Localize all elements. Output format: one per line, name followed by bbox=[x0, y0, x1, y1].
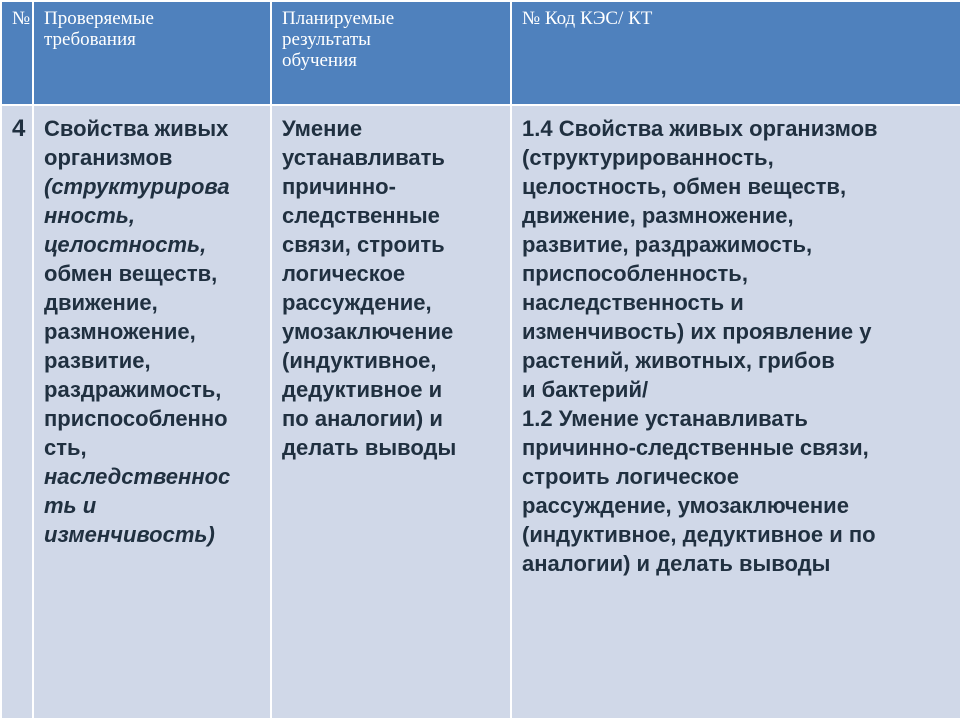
results-line: умозаключение bbox=[282, 319, 454, 344]
results-line: (индуктивное, bbox=[282, 348, 437, 373]
code-line: наследственность и bbox=[522, 290, 744, 315]
results-line: Умение bbox=[282, 116, 363, 141]
results-line: связи, строить bbox=[282, 232, 445, 257]
results-line: делать выводы bbox=[282, 435, 457, 460]
header-requirements-line: Проверяемые bbox=[44, 8, 154, 29]
results-cell bbox=[271, 105, 511, 719]
code-line: (индуктивное, дедуктивное и по bbox=[522, 522, 876, 547]
requirements-line: приспособленно bbox=[44, 406, 228, 431]
requirements-line: ть и bbox=[44, 493, 97, 518]
code-line: приспособленность, bbox=[522, 261, 748, 286]
code-line: 1.4 Свойства живых организмов bbox=[522, 116, 878, 141]
code-line: движение, размножение, bbox=[522, 203, 794, 228]
header-results-cell bbox=[271, 1, 511, 105]
code-line: изменчивость) их проявление у bbox=[522, 319, 872, 344]
requirements-line: сть, bbox=[44, 435, 87, 460]
requirements-cell bbox=[33, 105, 271, 719]
requirements-line: нность, bbox=[44, 203, 135, 228]
code-cell bbox=[511, 105, 960, 719]
header-number-label: № bbox=[12, 8, 31, 29]
results-line: логическое bbox=[282, 261, 406, 286]
results-line: дедуктивное и bbox=[282, 377, 443, 402]
code-line: строить логическое bbox=[522, 464, 739, 489]
requirements-line: целостность, bbox=[44, 232, 207, 257]
header-code-cell bbox=[511, 1, 960, 105]
code-line: целостность, обмен веществ, bbox=[522, 174, 847, 199]
requirements-line: обмен веществ, bbox=[44, 261, 218, 286]
results-line: следственные bbox=[282, 203, 440, 228]
row-number-cell bbox=[1, 105, 33, 719]
requirements-line: раздражимость, bbox=[44, 377, 222, 402]
header-results-line: Планируемые bbox=[282, 8, 395, 29]
header-results-line: результаты bbox=[282, 29, 371, 50]
requirements-line: Свойства живых bbox=[44, 116, 229, 141]
results-line: рассуждение, bbox=[282, 290, 432, 315]
code-line: причинно-следственные связи, bbox=[522, 435, 869, 460]
header-code-label: № Код КЭС/ КТ bbox=[522, 8, 653, 29]
requirements-line: изменчивость) bbox=[44, 522, 215, 547]
requirements-line: размножение, bbox=[44, 319, 196, 344]
requirements-line: организмов bbox=[44, 145, 173, 170]
code-line: аналогии) и делать выводы bbox=[522, 551, 831, 576]
code-line: и бактерий/ bbox=[522, 377, 649, 402]
results-line: устанавливать bbox=[282, 145, 445, 170]
requirements-line: наследственнос bbox=[44, 464, 231, 489]
code-line: развитие, раздражимость, bbox=[522, 232, 813, 257]
header-requirements-cell bbox=[33, 1, 271, 105]
table-row bbox=[1, 105, 960, 719]
table-header-row bbox=[1, 1, 960, 105]
header-requirements-line: требования bbox=[44, 29, 136, 50]
header-number-cell bbox=[1, 1, 33, 105]
header-results-line: обучения bbox=[282, 50, 358, 71]
requirements-line: развитие, bbox=[44, 348, 151, 373]
code-line: 1.2 Умение устанавливать bbox=[522, 406, 808, 431]
code-line: рассуждение, умозаключение bbox=[522, 493, 849, 518]
code-line: (структурированность, bbox=[522, 145, 774, 170]
results-line: причинно- bbox=[282, 174, 396, 199]
requirements-line: движение, bbox=[44, 290, 158, 315]
requirements-line: (структурирова bbox=[44, 174, 230, 199]
results-line: по аналогии) и bbox=[282, 406, 443, 431]
code-line: растений, животных, грибов bbox=[522, 348, 835, 373]
row-number: 4 bbox=[12, 115, 26, 142]
